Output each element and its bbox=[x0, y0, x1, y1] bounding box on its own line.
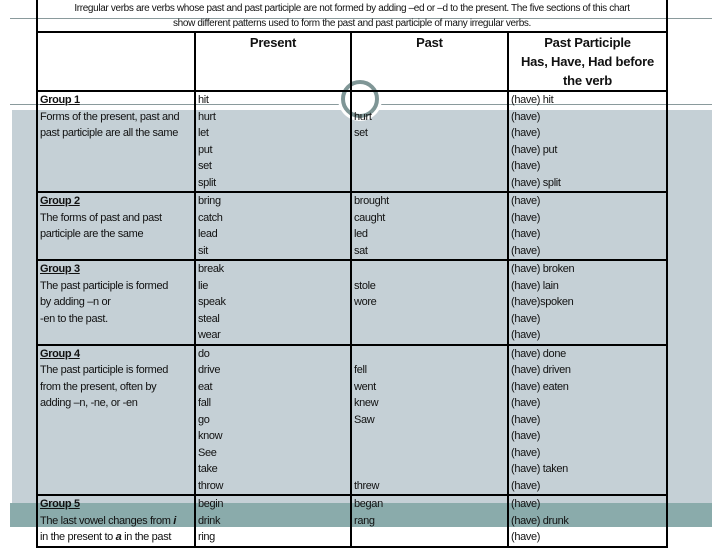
cell-present bbox=[195, 495, 351, 547]
cell-pp bbox=[508, 91, 667, 192]
desc-line bbox=[40, 529, 192, 546]
cell-line: (have) bbox=[511, 228, 541, 240]
irregular-verbs-table bbox=[36, 0, 668, 548]
cell-pp bbox=[508, 192, 667, 260]
cell-pp bbox=[508, 345, 667, 496]
cell-line bbox=[354, 142, 505, 159]
cell-line: let bbox=[198, 127, 209, 139]
cell-line: (have) bbox=[511, 397, 541, 409]
cell-line: past participle are all the same bbox=[40, 127, 178, 139]
cell-line: throw bbox=[198, 479, 224, 492]
cell-line: (have) done bbox=[511, 347, 566, 360]
header-past: Past bbox=[351, 32, 508, 91]
cell-line: (have) split bbox=[511, 176, 561, 189]
cell-line: went bbox=[354, 380, 376, 393]
cell-past bbox=[351, 495, 508, 547]
cell-line: take bbox=[198, 463, 218, 475]
cell-line: wear bbox=[198, 329, 221, 341]
cell-line: (have) bbox=[511, 211, 541, 224]
cell-line: hurt bbox=[354, 110, 372, 123]
vowel-i: i bbox=[173, 514, 176, 527]
cell-line bbox=[354, 175, 505, 192]
cell-line bbox=[354, 327, 505, 344]
cell-line: break bbox=[198, 263, 224, 275]
header-pp-line: Has, Have, Had before bbox=[520, 54, 655, 69]
cell-line: Forms of the present, past and bbox=[40, 110, 180, 123]
cell-line: do bbox=[198, 347, 210, 360]
desc-text: in the present to bbox=[40, 531, 116, 543]
cell-line: (have) bbox=[511, 110, 541, 123]
group-row bbox=[37, 495, 667, 547]
cell-line: (have) driven bbox=[511, 364, 571, 376]
cell-line: hit bbox=[198, 94, 209, 106]
cell-line: (have) put bbox=[511, 143, 558, 156]
cell-line: fall bbox=[198, 397, 211, 409]
cell-line: The past participle is formed bbox=[40, 364, 169, 376]
cell-line: (have) bbox=[511, 479, 541, 492]
cell-line: lead bbox=[198, 228, 218, 240]
desc-text: The last vowel changes from bbox=[40, 514, 174, 527]
cell-line: began bbox=[354, 498, 383, 510]
cell-line: lie bbox=[198, 279, 208, 292]
intro-line: show different patterns used to form the past and past participle of many irregular verbs. bbox=[173, 18, 531, 29]
cell-line: sit bbox=[198, 244, 208, 257]
cell-line: bring bbox=[198, 195, 221, 207]
cell-line: The past participle is formed bbox=[40, 279, 169, 292]
cell-line: put bbox=[198, 143, 213, 156]
cell-line: go bbox=[198, 413, 210, 426]
intro-cell bbox=[37, 0, 667, 32]
group-description bbox=[37, 192, 195, 260]
group-description bbox=[37, 260, 195, 345]
group-description bbox=[37, 345, 195, 496]
cell-line: (have) bbox=[511, 413, 541, 426]
cell-line bbox=[354, 461, 505, 478]
cell-line: (have) eaten bbox=[511, 380, 569, 393]
intro-line: Irregular verbs are verbs whose past and past participle are not formed by adding –ed or –d to the present. The five sections of this chart bbox=[74, 3, 630, 14]
cell-line: (have) drunk bbox=[511, 514, 569, 527]
cell-line: (have) bbox=[511, 244, 541, 257]
cell-line: (have) bbox=[511, 446, 541, 459]
cell-line: led bbox=[354, 228, 368, 240]
cell-line: split bbox=[198, 176, 216, 189]
cell-line bbox=[354, 92, 505, 109]
cell-line: (have) bbox=[511, 498, 541, 510]
cell-past bbox=[351, 91, 508, 192]
group-title: Group 2 bbox=[40, 195, 80, 207]
cell-present bbox=[195, 192, 351, 260]
group-row bbox=[37, 345, 667, 496]
cell-line: (have) broken bbox=[511, 263, 575, 275]
cell-line: know bbox=[198, 430, 223, 442]
cell-line: (have) bbox=[511, 312, 541, 325]
cell-line: (have)spoken bbox=[511, 296, 574, 308]
cell-line: set bbox=[354, 127, 368, 139]
cell-line bbox=[354, 311, 505, 328]
cell-line bbox=[354, 346, 505, 363]
group-title: Group 3 bbox=[40, 263, 80, 275]
cell-present bbox=[195, 345, 351, 496]
cell-line: speak bbox=[198, 296, 226, 308]
cell-line: The forms of past and past bbox=[40, 211, 162, 224]
cell-line: -en to the past. bbox=[40, 312, 108, 325]
cell-present bbox=[195, 260, 351, 345]
cell-line: (have) bbox=[511, 195, 541, 207]
cell-line: See bbox=[198, 446, 217, 459]
header-past-participle bbox=[508, 32, 667, 91]
cell-line: (have) hit bbox=[511, 94, 554, 106]
cell-present bbox=[195, 91, 351, 192]
cell-line: drive bbox=[198, 364, 221, 376]
group-description bbox=[37, 91, 195, 192]
cell-line: sat bbox=[354, 244, 368, 257]
cell-past bbox=[351, 345, 508, 496]
header-present: Present bbox=[195, 32, 351, 91]
desc-text: in the past bbox=[121, 531, 172, 543]
cell-line: Saw bbox=[354, 413, 375, 426]
cell-line: wore bbox=[354, 296, 377, 308]
group-title: Group 1 bbox=[40, 94, 80, 106]
cell-line: (have) bbox=[511, 531, 541, 543]
cell-line: set bbox=[198, 160, 212, 172]
cell-line: drink bbox=[198, 514, 221, 527]
cell-line: participle are the same bbox=[40, 228, 144, 240]
group-row bbox=[37, 91, 667, 192]
header-blank bbox=[37, 32, 195, 91]
cell-line: caught bbox=[354, 211, 385, 224]
cell-line: stole bbox=[354, 279, 376, 292]
group-row bbox=[37, 192, 667, 260]
cell-line: threw bbox=[354, 479, 380, 492]
cell-line: (have) bbox=[511, 329, 541, 341]
cell-line: (have) bbox=[511, 430, 541, 442]
cell-line: adding –n, -ne, or -en bbox=[40, 397, 138, 409]
cell-line: by adding –n or bbox=[40, 296, 111, 308]
cell-line: (have) bbox=[511, 160, 541, 172]
cell-line: begin bbox=[198, 498, 224, 510]
cell-line bbox=[354, 428, 505, 445]
cell-line bbox=[354, 158, 505, 175]
cell-line: steal bbox=[198, 312, 220, 325]
cell-line: fell bbox=[354, 364, 367, 376]
cell-line: brought bbox=[354, 195, 389, 207]
cell-past bbox=[351, 260, 508, 345]
group-title: Group 5 bbox=[40, 498, 80, 510]
cell-line: knew bbox=[354, 397, 379, 409]
vowel-a: a bbox=[115, 531, 122, 543]
cell-line: (have) bbox=[511, 127, 541, 139]
cell-line: eat bbox=[198, 380, 213, 393]
header-pp-line: Past Participle bbox=[544, 35, 631, 50]
cell-line: catch bbox=[198, 211, 223, 224]
group-description bbox=[37, 495, 195, 547]
cell-line bbox=[354, 529, 505, 546]
group-row bbox=[37, 260, 667, 345]
cell-line: from the present, often by bbox=[40, 380, 157, 393]
cell-line bbox=[354, 261, 505, 278]
cell-pp bbox=[508, 260, 667, 345]
cell-line bbox=[354, 445, 505, 462]
cell-line: rang bbox=[354, 514, 375, 527]
cell-pp bbox=[508, 495, 667, 547]
group-title: Group 4 bbox=[40, 347, 80, 360]
cell-line: (have) lain bbox=[511, 279, 559, 292]
cell-past bbox=[351, 192, 508, 260]
cell-line: (have) taken bbox=[511, 463, 568, 475]
cell-line: hurt bbox=[198, 110, 216, 123]
cell-line: ring bbox=[198, 531, 215, 543]
desc-line bbox=[40, 513, 192, 530]
header-pp-line: the verb bbox=[563, 73, 612, 88]
